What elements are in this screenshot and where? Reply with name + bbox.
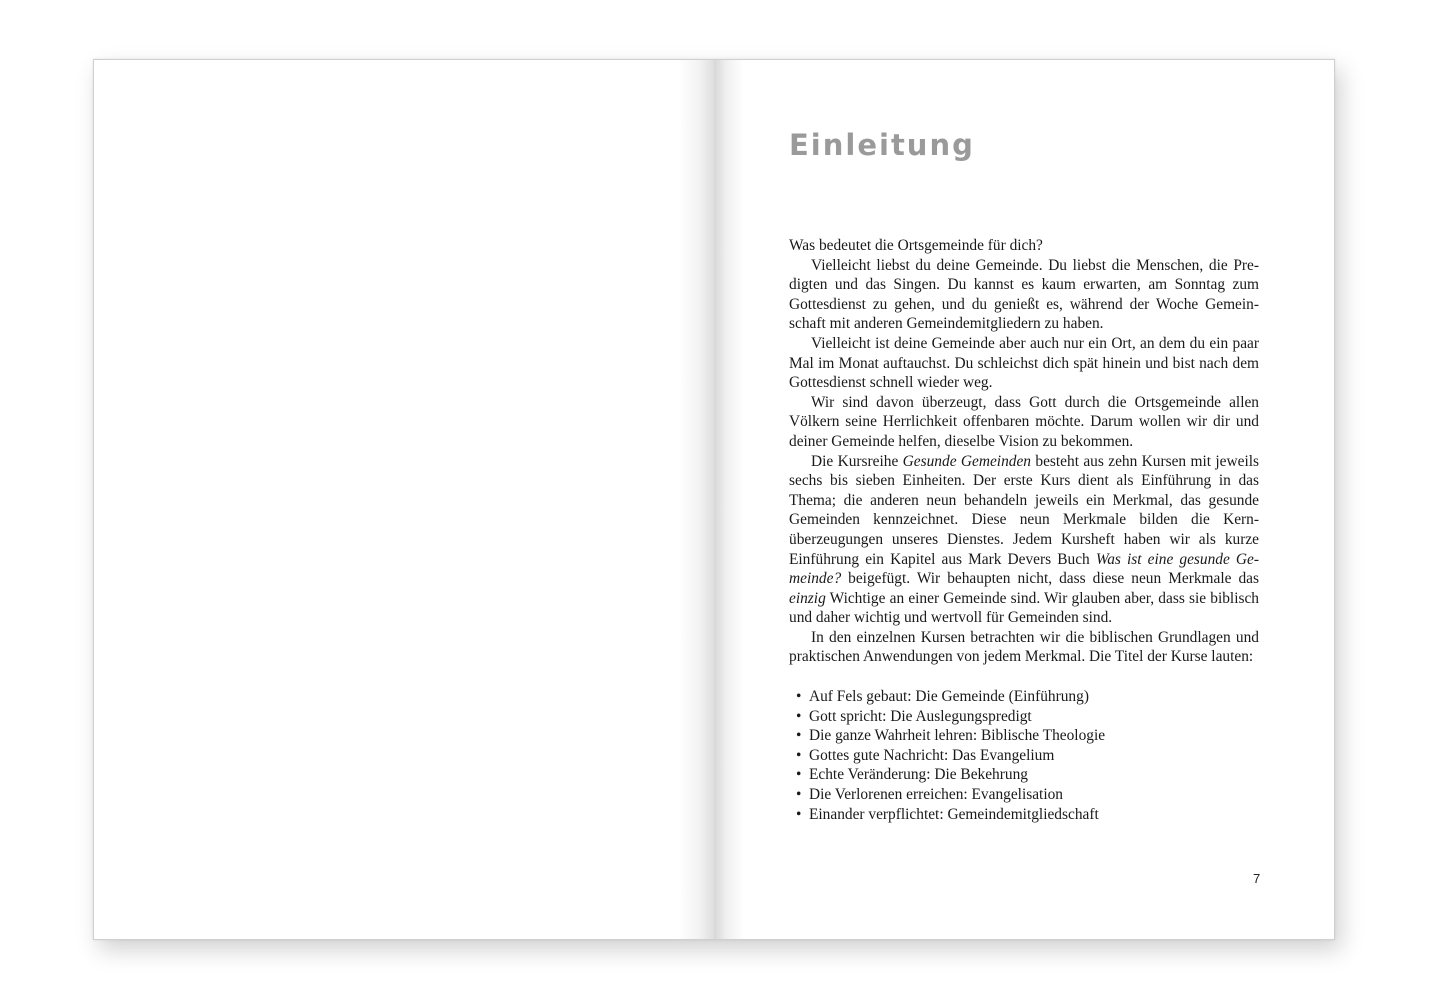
paragraph-text: In den einzelnen Kursen betrachten wir die biblischen Grundlagen und praktischen Anwendungen von jedem Merkmal. Die Titel der Kurse lauten:	[789, 628, 1259, 666]
body-paragraph	[789, 628, 1259, 667]
course-title-item	[789, 687, 1259, 707]
course-title-item	[789, 805, 1259, 825]
bullet-icon: •	[796, 805, 802, 823]
course-title-text: Die ganze Wahrheit lehren: Biblische Theologie	[809, 727, 1106, 745]
bullet-icon: •	[796, 707, 802, 725]
italic-text: Was ist eine gesunde Gemeinde?	[789, 550, 1259, 588]
course-title-text: Die Verlorenen erreichen: Evangelisation	[809, 786, 1063, 804]
paragraph-text: Wir sind davon überzeugt, dass Gott durch die Ortsgemeinde allen Völkern seine Herrlichkeit offenbaren möchte. Darum wollen wir dir und deiner Gemeinde helfen, dieselbe Vision zu bekommen.	[789, 393, 1259, 450]
bullet-icon: •	[796, 766, 802, 784]
right-page	[714, 59, 1335, 940]
paragraph-text: Wichtige an einer Gemeinde sind. Wir glauben aber, dass sie biblisch und daher wichtig und wertvoll für Gemeinden sind.	[789, 589, 1259, 627]
paragraph-text: besteht aus zehn Kursen mit jeweils sechs bis sieben Einheiten. Der erste Kurs dient als Einführung in das Thema; die anderen neun behandeln jeweils ein Merkmal, das gesunde Gemeinden kennzeichnet. Diese neun Merkmale bilden die Kernüberzeugungen unseres Dienstes. Jedem Kursheft haben wir als kurze Einführung ein Kapitel aus Mark Devers Buch	[789, 452, 1259, 568]
body-text	[789, 236, 1259, 824]
body-paragraph	[789, 236, 1259, 256]
bullet-icon: •	[796, 688, 802, 706]
bullet-icon: •	[796, 786, 802, 804]
course-title-text: Echte Veränderung: Die Bekehrung	[809, 766, 1028, 784]
body-paragraph	[789, 256, 1259, 334]
course-title-text: Auf Fels gebaut: Die Gemeinde (Einführung)	[809, 688, 1089, 706]
body-paragraph	[789, 334, 1259, 393]
book-spread	[93, 59, 1335, 940]
left-page-blank	[93, 59, 714, 940]
course-title-item	[789, 707, 1259, 727]
paragraph-text: Die Kursreihe	[811, 452, 903, 470]
course-title-text: Einander verpflichtet: Gemeindemitgliedschaft	[809, 805, 1099, 823]
paragraph-container	[789, 236, 1259, 667]
paragraph-text: Vielleicht ist deine Gemeinde aber auch nur ein Ort, an dem du ein paar Mal im Monat auftauchst. Du schleichst dich spät hinein und bist nach dem Gottesdienst schnell wieder weg.	[789, 334, 1259, 392]
body-paragraph	[789, 452, 1259, 628]
bullet-icon: •	[796, 727, 802, 745]
course-title-item	[789, 765, 1259, 785]
page-number: 7	[1253, 871, 1261, 886]
paragraph-text: beigefügt. Wir behaupten nicht, dass diese neun Merkmale das	[841, 570, 1259, 588]
bullet-icon: •	[796, 746, 802, 764]
left-page-gutter-shadow	[678, 60, 714, 939]
chapter-title: Einleitung	[789, 128, 975, 162]
paragraph-text: Was bedeutet die Ortsgemeinde für dich?	[789, 237, 1043, 254]
right-page-gutter-shadow	[714, 60, 744, 939]
course-title-item	[789, 785, 1259, 805]
course-title-item	[789, 726, 1259, 746]
course-title-text: Gottes gute Nachricht: Das Evangelium	[809, 746, 1055, 764]
course-title-list	[789, 687, 1259, 824]
paragraph-text: Vielleicht liebst du deine Gemeinde. Du liebst die Menschen, die Predigten und das Singen. Du kannst es kaum erwarten, am Sonntag zum Gottesdienst zu gehen, und du genießt es, während der Woche Gemeinschaft mit anderen Gemeindemitgliedern zu haben.	[789, 256, 1259, 333]
italic-text: einzig	[789, 589, 826, 607]
course-title-text: Gott spricht: Die Auslegungspredigt	[809, 707, 1032, 725]
body-paragraph	[789, 393, 1259, 452]
course-title-item	[789, 746, 1259, 766]
italic-text: Gesunde Gemeinden	[902, 452, 1031, 470]
